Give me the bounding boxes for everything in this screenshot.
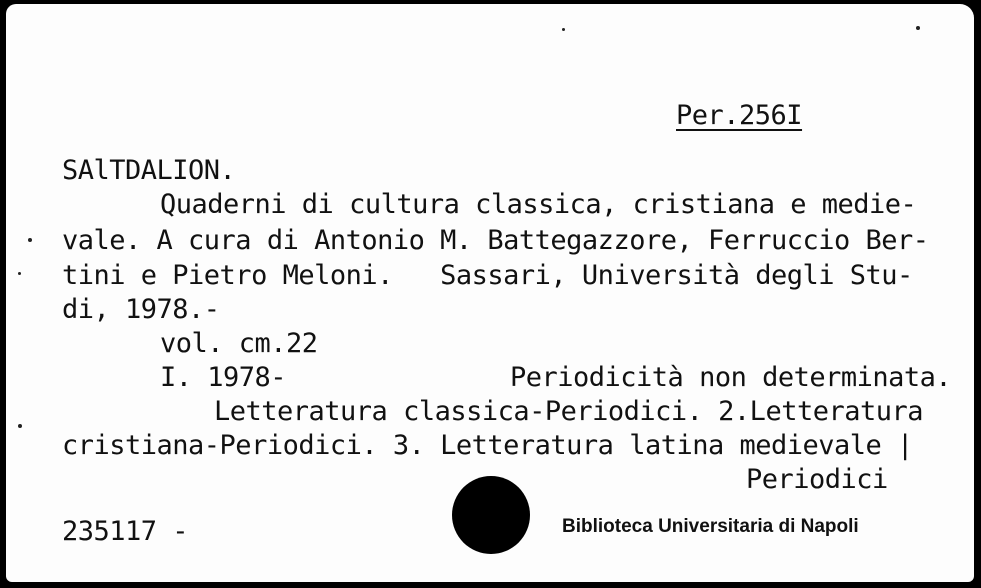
library-stamp: Biblioteca Universitaria di Napoli (562, 516, 859, 537)
physical-description: vol. cm.22 (160, 328, 318, 359)
periodicity-note: Periodicità non determinata. (510, 362, 952, 393)
catalog-card (6, 4, 974, 582)
ink-speck (18, 424, 22, 428)
description-line-4: di, 1978.- (62, 294, 220, 325)
accession-number: 235117 - (62, 516, 189, 547)
subject-line-3: Periodici (746, 464, 888, 495)
subject-line-1: Letteratura classica-Periodici. 2.Letteratura (214, 396, 923, 427)
subject-line-2: cristiana-Periodici. 3. Letteratura latina medievale | (62, 430, 913, 461)
description-line-3: tini e Pietro Meloni. Sassari, Università degli Stu- (62, 260, 913, 291)
ink-speck (18, 272, 21, 275)
heading-title: SAlTDALION. (62, 155, 236, 186)
punch-hole (452, 476, 530, 554)
ink-speck (28, 238, 32, 242)
issue-range: I. 1978- (160, 362, 287, 393)
ink-speck (916, 26, 920, 30)
call-number: Per.256I (676, 100, 803, 131)
description-line-1: Quaderni di cultura classica, cristiana e medie- (160, 189, 917, 220)
description-line-2: vale. A cura di Antonio M. Battegazzore, Ferruccio Ber- (62, 225, 929, 256)
ink-speck (562, 28, 565, 31)
